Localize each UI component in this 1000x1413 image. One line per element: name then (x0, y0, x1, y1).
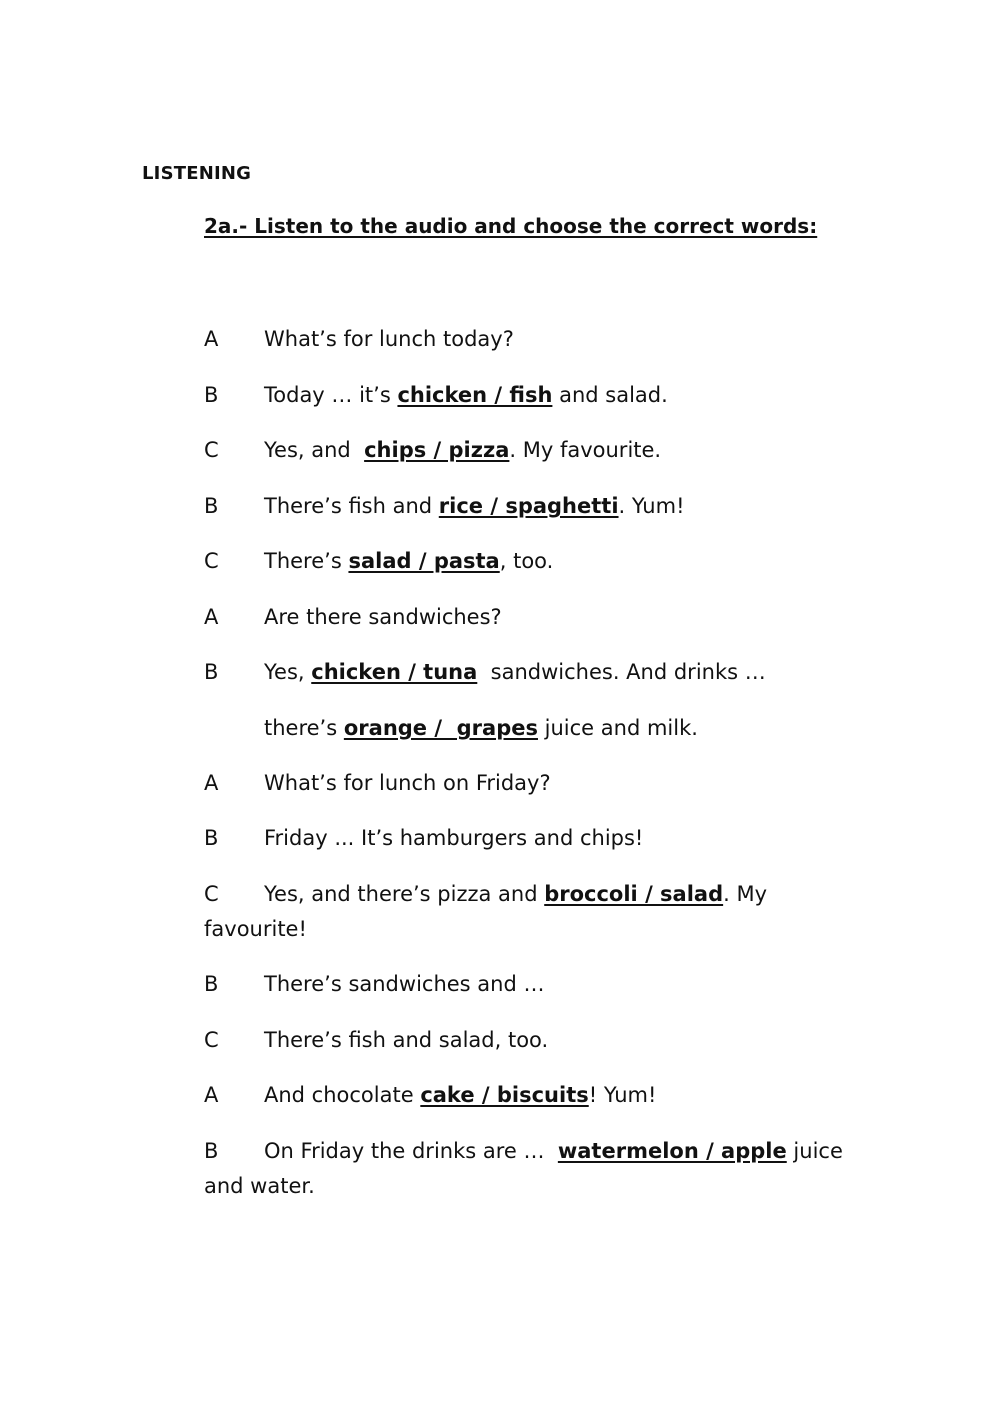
word-choice: rice / spaghetti (438, 494, 619, 518)
word-choice: chicken / fish (397, 383, 553, 407)
dialogue-line-1 (204, 322, 514, 357)
line-text: And chocolate (264, 1083, 421, 1107)
speaker-label: A (204, 1083, 219, 1107)
speaker-label: C (204, 1028, 219, 1052)
line-text: Yes, and (264, 438, 365, 462)
word-choice: orange / grapes (343, 716, 538, 740)
dialogue-line-3 (204, 433, 661, 468)
dialogue-line-12 (204, 967, 544, 1002)
dialogue-line-9 (204, 766, 551, 801)
line-text: and salad. (552, 383, 668, 407)
line-text: . My favourite! (204, 882, 768, 941)
dialogue-line-2 (204, 378, 668, 413)
dialogue-line-6 (204, 600, 502, 635)
dialogue-line-4 (204, 489, 684, 524)
line-text: Yes, and there’s pizza and (264, 882, 545, 906)
dialogue-line-5 (204, 544, 553, 579)
speaker-label: A (204, 605, 219, 629)
dialogue-line-14 (204, 1078, 656, 1113)
dialogue-line-13 (204, 1023, 548, 1058)
line-text: . My favourite. (509, 438, 662, 462)
dialogue-line-10 (204, 821, 643, 856)
line-text: , too. (499, 549, 554, 573)
speaker-label: B (204, 660, 219, 684)
speaker-label: B (204, 826, 219, 850)
word-choice: chips / pizza (364, 438, 510, 462)
word-choice: watermelon / apple (557, 1139, 787, 1163)
speaker-label: B (204, 383, 219, 407)
line-text: sandwiches. And drinks … (477, 660, 766, 684)
line-text: There’s fish and salad, too. (264, 1028, 549, 1052)
section-label: LISTENING (142, 163, 252, 184)
line-text: Yes, (264, 660, 312, 684)
line-text: There’s fish and (264, 494, 439, 518)
word-choice: salad / pasta (348, 549, 500, 573)
dialogue-line-7 (204, 655, 766, 690)
line-text: juice and milk. (537, 716, 698, 740)
speaker-label: A (204, 771, 219, 795)
line-text: Today … it’s (264, 383, 398, 407)
line-text: Are there sandwiches? (264, 605, 502, 629)
instruction-heading: 2a.- Listen to the audio and choose the correct words: (204, 214, 818, 238)
line-text: What’s for lunch on Friday? (264, 771, 551, 795)
line-text: There’s sandwiches and … (264, 972, 545, 996)
word-choice: broccoli / salad (544, 882, 724, 906)
line-text: juice and water. (204, 1139, 843, 1198)
speaker-label: C (204, 549, 219, 573)
line-text: What’s for lunch today? (264, 327, 514, 351)
line-text: there’s (264, 716, 344, 740)
word-choice: chicken / tuna (311, 660, 478, 684)
speaker-label: B (204, 1139, 219, 1163)
dialogue-line-8 (204, 711, 698, 746)
speaker-label: C (204, 882, 219, 906)
dialogue-line-15 (204, 1134, 864, 1204)
speaker-label: B (204, 494, 219, 518)
speaker-label: C (204, 438, 219, 462)
line-text: On Friday the drinks are … (264, 1139, 558, 1163)
speaker-label: B (204, 972, 219, 996)
word-choice: cake / biscuits (420, 1083, 589, 1107)
line-text: Friday ... It’s hamburgers and chips! (264, 826, 644, 850)
dialogue-line-11 (204, 877, 864, 947)
line-text: . Yum! (618, 494, 685, 518)
line-text: There’s (264, 549, 349, 573)
line-text: ! Yum! (588, 1083, 657, 1107)
speaker-label: A (204, 327, 219, 351)
